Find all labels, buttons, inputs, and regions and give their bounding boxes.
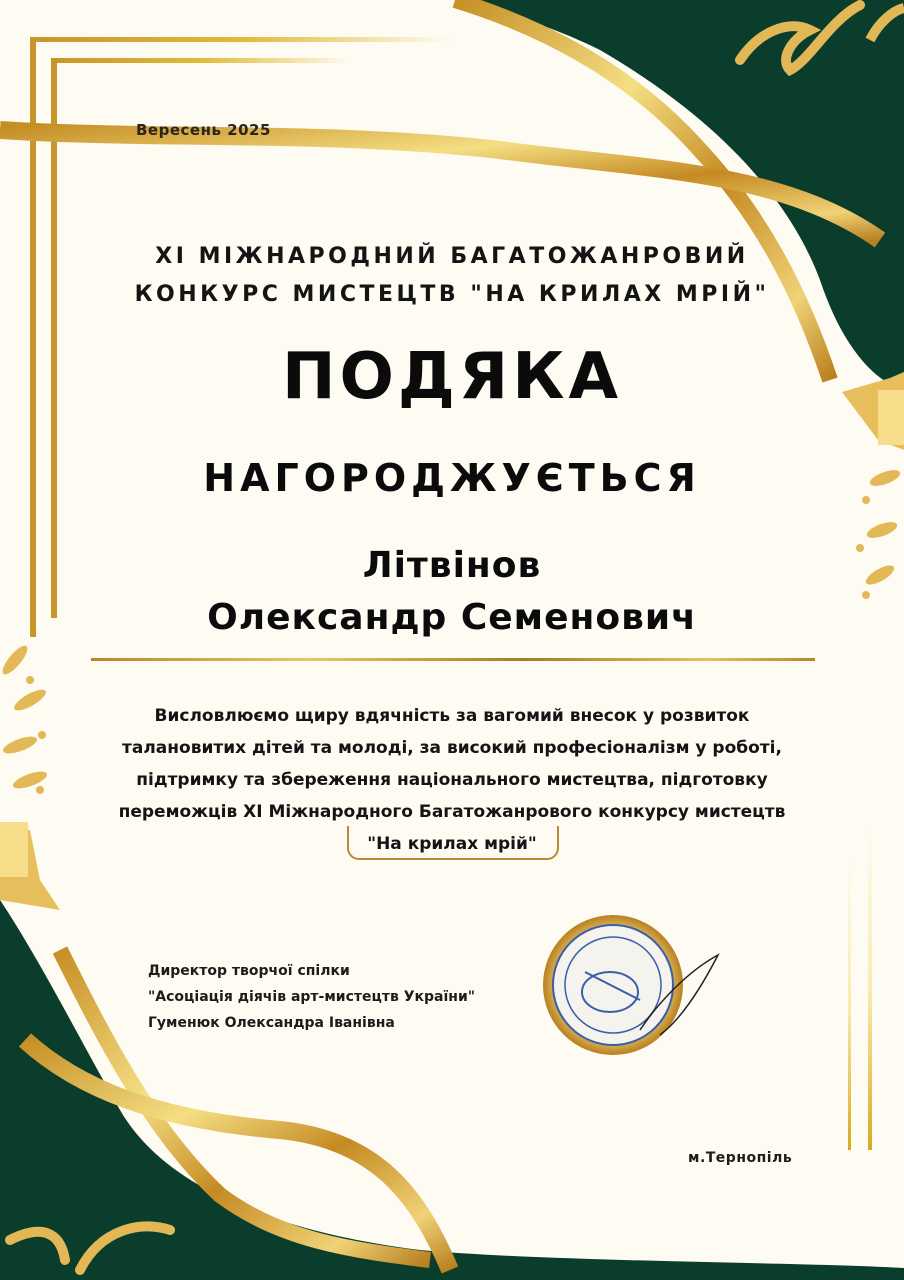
recipient-name bbox=[0, 540, 904, 644]
body-line: переможців XI Міжнародного Багатожанрового конкурсу мистецтв bbox=[118, 802, 786, 822]
contest-line-2: КОНКУРС МИСТЕЦТВ "НА КРИЛАХ МРІЙ" bbox=[134, 282, 770, 307]
body-line: талановитих дітей та молоді, за високий професіоналізм у роботі, bbox=[122, 738, 782, 758]
contest-title bbox=[0, 238, 904, 314]
contest-line-1: XI МІЖНАРОДНИЙ БАГАТОЖАНРОВИЙ bbox=[155, 244, 749, 269]
city: м.Тернопіль bbox=[688, 1150, 793, 1166]
recipient-surname: Літвінов bbox=[362, 545, 542, 586]
body-line-contest-name: "На крилах мрій" bbox=[367, 834, 537, 854]
contest-name-bracket bbox=[347, 826, 559, 860]
signatory-organization: "Асоціація діячів арт-мистецтв України" bbox=[148, 989, 476, 1005]
seal-stamp bbox=[543, 915, 718, 1055]
body-line: підтримку та збереження національного мистецтва, підготовку bbox=[136, 770, 768, 790]
body-line: Висловлюємо щиру вдячність за вагомий внесок у розвиток bbox=[154, 706, 750, 726]
signatory-block bbox=[148, 958, 475, 1036]
date: Вересень 2025 bbox=[136, 121, 271, 139]
certificate-title: ПОДЯКА bbox=[281, 340, 623, 414]
signatory-name: Гуменюк Олександра Іванівна bbox=[148, 1015, 395, 1031]
signatory-position: Директор творчої спілки bbox=[148, 963, 350, 979]
gold-divider bbox=[91, 658, 815, 661]
awarded-label: НАГОРОДЖУЄТЬСЯ bbox=[203, 456, 701, 500]
recipient-given-name: Олександр Семенович bbox=[207, 597, 697, 638]
